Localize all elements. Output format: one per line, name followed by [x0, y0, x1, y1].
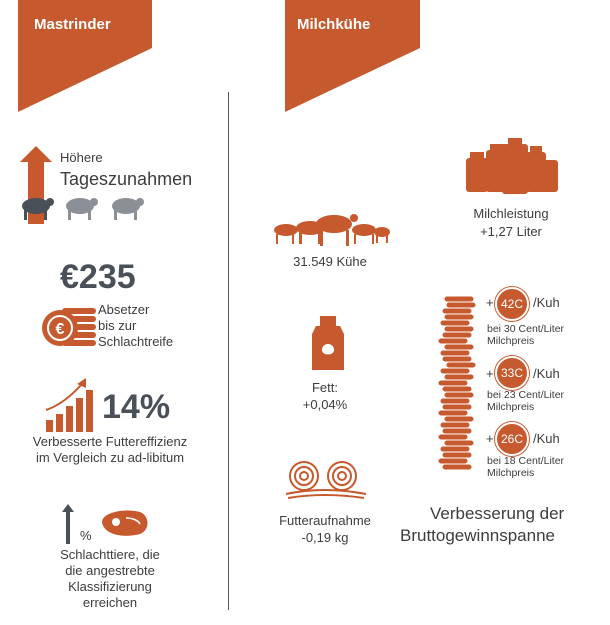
feed-label: Futteraufnahme: [279, 513, 371, 528]
class-desc-line1: Schlachttiere, die: [60, 547, 160, 562]
price-plus: +: [486, 366, 494, 381]
price-badge: 26C: [495, 422, 529, 456]
steak-icon: [96, 508, 150, 538]
efficiency-value: 14%: [102, 388, 171, 426]
price-plus: +: [486, 431, 494, 446]
dairy-cows-icon: [268, 210, 392, 250]
column-divider: [228, 92, 229, 610]
price-badge: 42C: [495, 287, 529, 321]
milk-label: Milchleistung: [473, 206, 549, 221]
price-note-line1: bei 18 Cent/Liter: [487, 455, 565, 467]
price-note-line1: bei 23 Cent/Liter: [487, 389, 565, 401]
price-unit: /Kuh: [533, 295, 560, 310]
class-desc-line2: die angestrebte: [65, 563, 155, 578]
cows-count: 31.549 Kühe: [293, 254, 367, 269]
growth-chart-icon: [44, 376, 98, 434]
class-desc-line3: Klassifizierung: [68, 579, 152, 594]
fat-value: +0,04%: [302, 397, 348, 412]
efficiency-desc-line2: im Vergleich zu ad-libitum: [35, 450, 185, 465]
gain-label-line2: Tageszunahmen: [60, 169, 193, 189]
euro-desc-line3: Schlachtreife: [98, 334, 174, 349]
fat-label: Fett:: [311, 380, 338, 395]
cattle-icon: [18, 194, 148, 222]
banner-title-mastrinder: Mastrinder: [34, 16, 111, 33]
banner-milchkuehe: [285, 0, 420, 112]
price-plus: +: [486, 295, 494, 310]
price-unit: /Kuh: [533, 431, 560, 446]
gain-label-line1: Höhere: [60, 150, 103, 165]
margin-title-line2: Bruttogewinnspanne: [400, 526, 556, 545]
coin-stack-icon: [436, 296, 480, 476]
small-up-arrow-icon: [62, 504, 74, 544]
price-unit: /Kuh: [533, 366, 560, 381]
margin-title-line1: Verbesserung der: [430, 504, 565, 523]
efficiency-desc-line1: Verbesserte Futtereffizienz: [32, 434, 188, 449]
euro-desc-line2: bis zur: [98, 318, 137, 333]
price-note-line2: Milchpreis: [487, 467, 535, 479]
class-desc-line4: erreichen: [82, 595, 138, 610]
feed-value: -0,19 kg: [301, 530, 349, 545]
euro-value: €235: [60, 258, 136, 296]
price-note-line1: bei 30 Cent/Liter: [487, 323, 565, 335]
percent-sign: %: [80, 528, 92, 543]
price-badge: 33C: [495, 356, 529, 390]
milk-carton-icon: [310, 314, 346, 370]
milk-value: +1,27 Liter: [480, 224, 542, 239]
euro-desc-line1: Absetzer: [98, 302, 150, 317]
price-note-line2: Milchpreis: [487, 401, 535, 413]
banner-mastrinder: [18, 0, 152, 112]
svg-text:€: €: [55, 321, 65, 338]
banner-title-milchkuehe: Milchkühe: [297, 16, 371, 33]
price-note-line2: Milchpreis: [487, 335, 535, 347]
hay-bales-icon: [284, 460, 368, 500]
coins-icon: [40, 302, 98, 350]
milk-cans-icon: [462, 138, 560, 196]
